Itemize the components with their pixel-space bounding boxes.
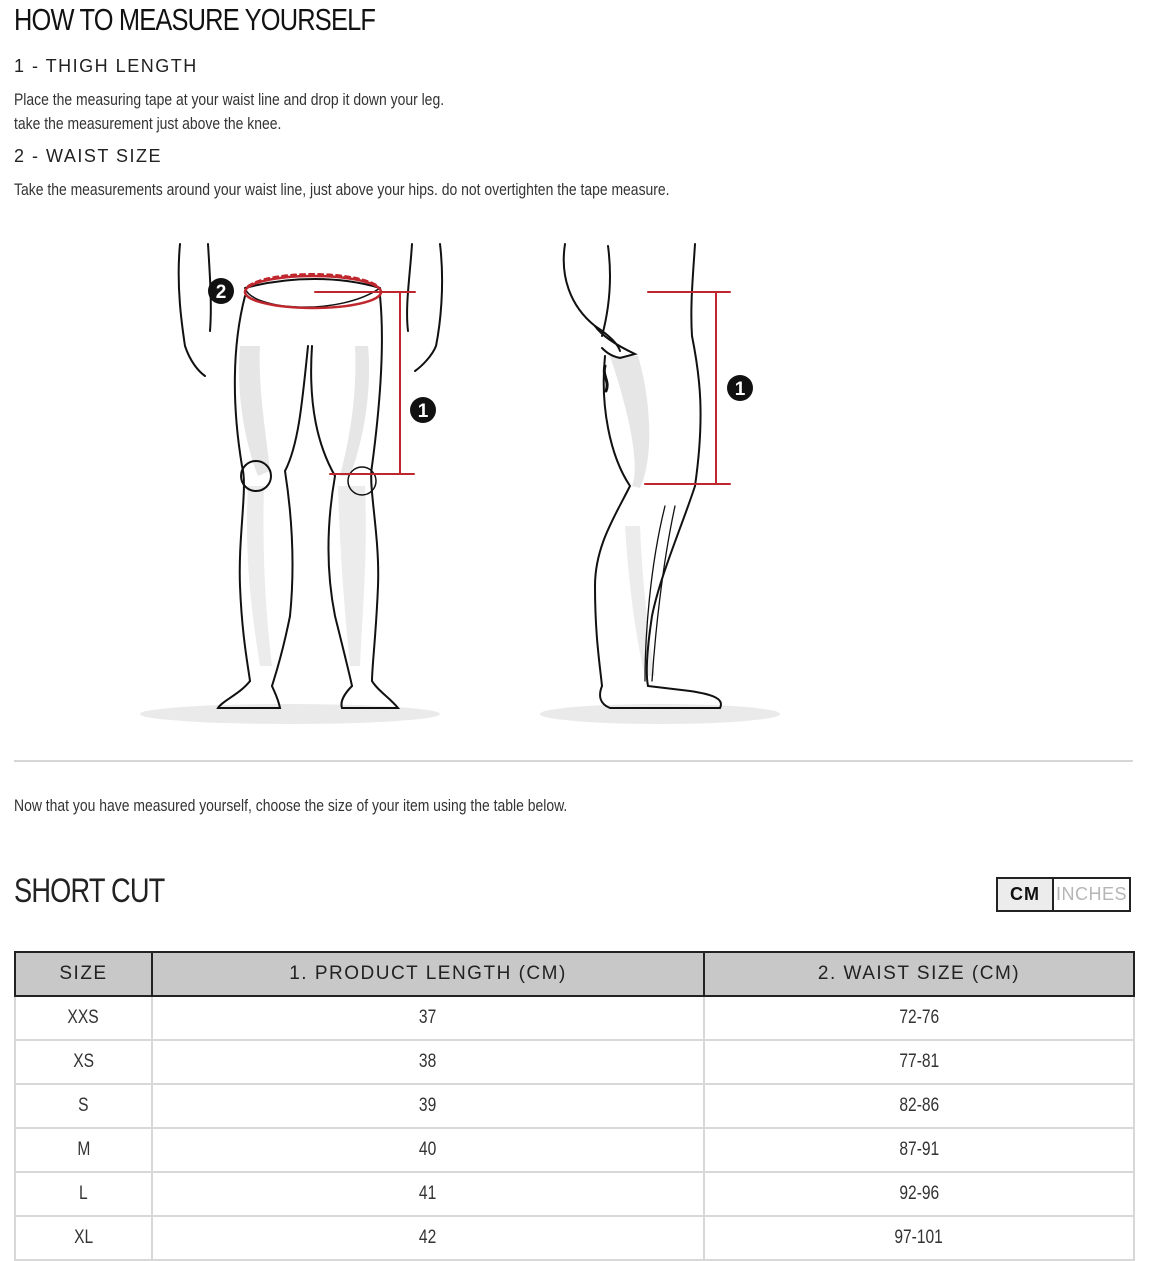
column-header-waist-size: 2. WAIST SIZE (CM) [704, 952, 1134, 996]
length-cell: 37 [152, 996, 704, 1040]
section-divider [14, 760, 1133, 762]
step-1-heading: 1 - THIGH LENGTH [14, 56, 198, 76]
size-table [14, 951, 1135, 1261]
column-header-product-length: 1. PRODUCT LENGTH (CM) [152, 952, 704, 996]
length-cell: 38 [152, 1040, 704, 1084]
size-cell: XS [15, 1040, 152, 1084]
table-row [15, 1172, 1134, 1216]
marker-2-front [208, 278, 234, 304]
marker-1-front [410, 397, 436, 423]
waist-cell: 82-86 [704, 1084, 1134, 1128]
table-header-row [15, 952, 1134, 996]
svg-text:1: 1 [417, 401, 429, 422]
size-cell: M [15, 1128, 152, 1172]
svg-text:1: 1 [734, 379, 746, 400]
unit-toggle [996, 877, 1131, 912]
size-cell: L [15, 1172, 152, 1216]
table-row [15, 1216, 1134, 1260]
table-row [15, 1040, 1134, 1084]
page-title: HOW TO MEASURE YOURSELF [14, 2, 376, 37]
unit-inches-button[interactable]: INCHES [1054, 879, 1129, 910]
table-row [15, 996, 1134, 1040]
step-2-line-1: Take the measurements around your waist line, just above your hips. do not overtighten the tape measure. [14, 180, 670, 199]
front-view-figure [179, 244, 442, 708]
marker-1-side [727, 375, 753, 401]
waist-cell: 77-81 [704, 1040, 1134, 1084]
waist-cell: 97-101 [704, 1216, 1134, 1260]
measurement-illustration [140, 236, 800, 736]
waist-cell: 72-76 [704, 996, 1134, 1040]
side-view-figure [564, 244, 730, 708]
length-cell: 39 [152, 1084, 704, 1128]
unit-cm-button[interactable]: CM [998, 879, 1054, 910]
table-row [15, 1084, 1134, 1128]
step-1-line-1: Place the measuring tape at your waist line and drop it down your leg. [14, 90, 445, 109]
waist-cell: 92-96 [704, 1172, 1134, 1216]
size-cell: XXS [15, 996, 152, 1040]
waist-cell: 87-91 [704, 1128, 1134, 1172]
column-header-size: SIZE [15, 952, 152, 996]
instruction-text: Now that you have measured yourself, choose the size of your item using the table below. [14, 796, 568, 815]
length-cell: 41 [152, 1172, 704, 1216]
table-row [15, 1128, 1134, 1172]
size-cell: XL [15, 1216, 152, 1260]
size-chart-title: SHORT CUT [14, 872, 165, 910]
step-2-heading: 2 - WAIST SIZE [14, 146, 163, 166]
size-cell: S [15, 1084, 152, 1128]
length-cell: 40 [152, 1128, 704, 1172]
length-cell: 42 [152, 1216, 704, 1260]
step-1-line-2: take the measurement just above the knee. [14, 114, 282, 133]
svg-text:2: 2 [215, 282, 227, 303]
